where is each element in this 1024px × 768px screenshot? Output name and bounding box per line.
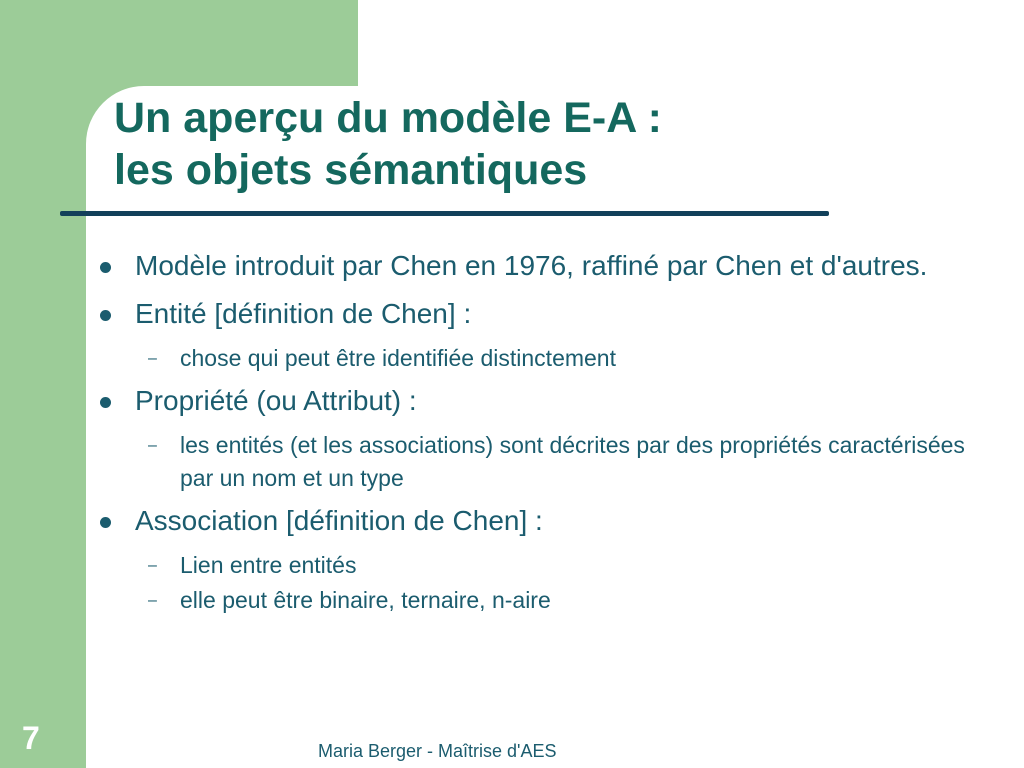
slide-title-line-1: Un aperçu du modèle E-A : [114, 94, 662, 142]
bullet-dot-icon [100, 397, 111, 408]
slide-title [114, 92, 662, 196]
bullet-text: Association [définition de Chen] : [135, 505, 543, 536]
bullet-entite [96, 294, 996, 334]
bullet-association [96, 501, 996, 541]
dash-icon: – [148, 592, 157, 609]
dash-icon: – [148, 557, 157, 574]
bullet-dot-icon [100, 262, 111, 273]
dash-icon: – [148, 350, 157, 367]
bullet-list [96, 246, 996, 623]
sub-bullet [96, 549, 996, 582]
sub-bullet-text: Lien entre entités [180, 552, 357, 578]
bullet-text: Propriété (ou Attribut) : [135, 385, 417, 416]
bullet-dot-icon [100, 310, 111, 321]
bullet-dot-icon [100, 517, 111, 528]
bullet-text: Entité [définition de Chen] : [135, 298, 472, 329]
sub-bullet [96, 584, 996, 617]
slide-number: 7 [22, 720, 40, 756]
title-divider [60, 211, 829, 216]
bullet-text: Modèle introduit par Chen en 1976, raffiné par Chen et d'autres. [135, 250, 928, 281]
sub-list-association [96, 549, 996, 617]
footer-text: Maria Berger - Maîtrise d'AES [318, 741, 557, 761]
sub-list-entite [96, 342, 996, 375]
sub-bullet-text: les entités (et les associations) sont décrites par des propriétés caractérisées par un nom et un type [180, 432, 965, 491]
sub-bullet [96, 342, 996, 375]
dash-icon: – [148, 437, 157, 454]
sub-bullet-text: elle peut être binaire, ternaire, n-aire [180, 587, 551, 613]
sub-bullet-text: chose qui peut être identifiée distinctement [180, 345, 616, 371]
bullet-chen-model [96, 246, 996, 286]
slide-title-line-2: les objets sémantiques [114, 146, 588, 194]
bullet-propriete [96, 381, 996, 421]
sub-bullet [96, 429, 996, 495]
sub-list-propriete [96, 429, 996, 495]
